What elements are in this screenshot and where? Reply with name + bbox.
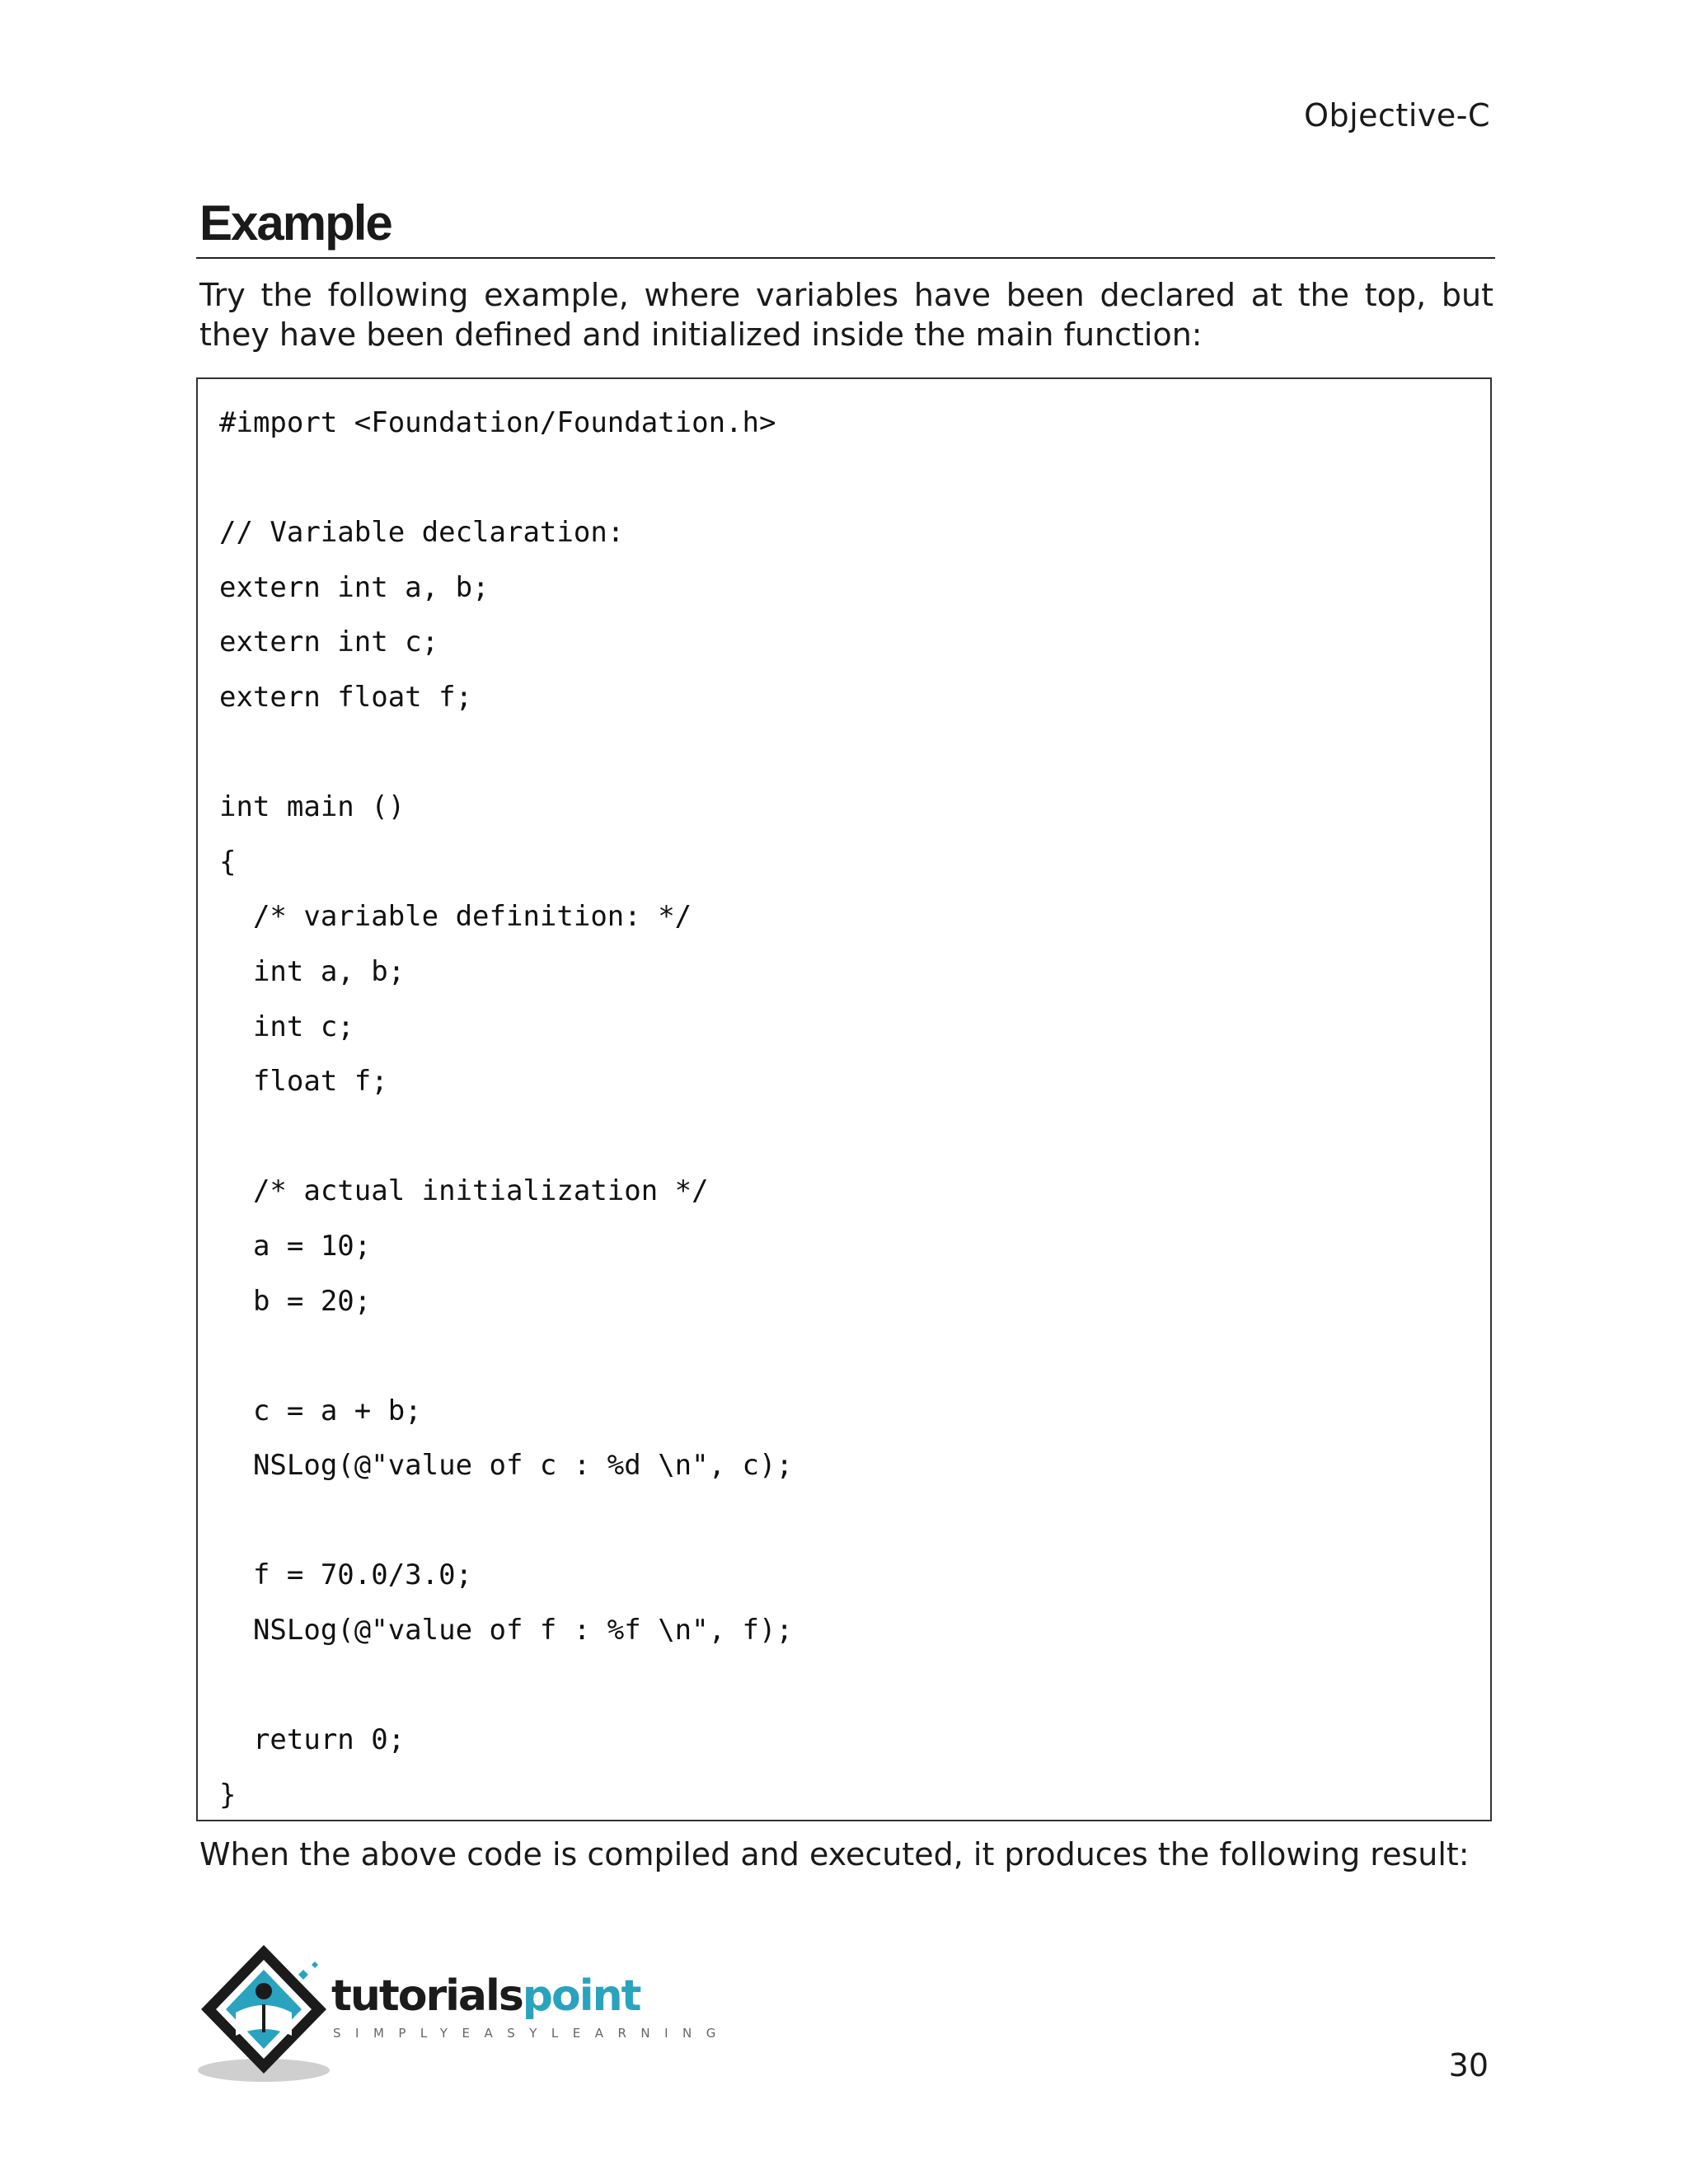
code-line bbox=[219, 725, 793, 780]
tutorialspoint-logo bbox=[195, 1940, 730, 2088]
code-line: /* actual initialization */ bbox=[219, 1174, 709, 1208]
code-line: NSLog(@"value of f : %f \n", f); bbox=[219, 1614, 793, 1647]
code-block bbox=[219, 396, 793, 1822]
logo-wordmark bbox=[331, 1973, 640, 2019]
code-line: int c; bbox=[219, 1010, 354, 1043]
code-line: NSLog(@"value of c : %d \n", c); bbox=[219, 1449, 793, 1483]
code-line: int a, b; bbox=[219, 954, 406, 988]
code-line: extern float f; bbox=[219, 680, 473, 714]
intro-paragraph: Try the following example, where variables have been declared at the top, but they have been defined and initialized inside the main function: bbox=[199, 277, 1493, 353]
code-line: f = 70.0/3.0; bbox=[219, 1558, 473, 1592]
code-line: float f; bbox=[219, 1065, 388, 1099]
code-line bbox=[219, 1658, 793, 1713]
code-line bbox=[219, 451, 793, 506]
page-number: 30 bbox=[1448, 2047, 1489, 2083]
code-box bbox=[196, 377, 1492, 1821]
code-line: b = 20; bbox=[219, 1284, 372, 1318]
result-intro: When the above code is compiled and executed, it produces the following result: bbox=[199, 1836, 1470, 1872]
code-line: a = 10; bbox=[219, 1229, 372, 1263]
logo-word-point: point bbox=[522, 1971, 640, 2021]
code-line: c = a + b; bbox=[219, 1394, 422, 1427]
code-line: { bbox=[219, 845, 237, 879]
code-line bbox=[219, 1109, 793, 1165]
code-line bbox=[219, 1329, 793, 1384]
code-line: return 0; bbox=[219, 1723, 406, 1757]
code-line: extern int c; bbox=[219, 626, 439, 659]
code-line: // Variable declaration: bbox=[219, 516, 625, 550]
section-heading: Example bbox=[199, 195, 392, 251]
code-line: int main () bbox=[219, 790, 406, 824]
running-header: Objective-C bbox=[1304, 97, 1490, 134]
logo-diamond-icon bbox=[195, 1940, 343, 2088]
logo-tagline: SIMPLYEASYLEARNING bbox=[333, 2026, 730, 2041]
code-line: #import <Foundation/Foundation.h> bbox=[219, 406, 776, 439]
code-line: extern int a, b; bbox=[219, 570, 490, 604]
heading-rule bbox=[196, 257, 1495, 259]
logo-word-tutorials: tutorials bbox=[331, 1971, 523, 2021]
code-line: /* variable definition: */ bbox=[219, 900, 692, 934]
code-line bbox=[219, 1493, 793, 1549]
code-line: } bbox=[219, 1778, 237, 1811]
